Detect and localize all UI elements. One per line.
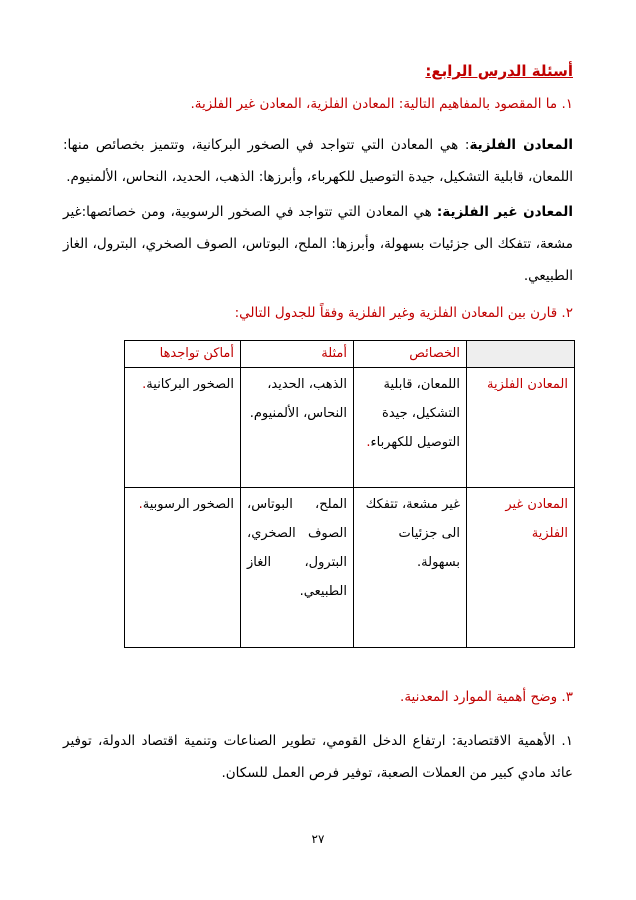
- cell-properties-metallic: [354, 368, 467, 488]
- row-label-nonmetallic: المعادن غير الفلزية: [467, 488, 575, 648]
- question-3: ٣. وضح أهمية الموارد المعدنية.: [400, 689, 573, 705]
- cell-locations-metallic-period: .: [142, 377, 147, 392]
- answer-metallic-minerals: [63, 129, 573, 193]
- cell-properties-metallic-period: .: [366, 435, 371, 450]
- table-row: [125, 488, 575, 648]
- cell-examples-metallic: الذهب، الحديد، النحاس، الألمنيوم.: [241, 368, 354, 488]
- lesson-questions-heading: أسئلة الدرس الرابع:: [425, 62, 573, 80]
- comparison-table: [124, 340, 575, 648]
- row-label-metallic: المعادن الفلزية: [467, 368, 575, 488]
- question-1: ١. ما المقصود بالمفاهيم التالية: المعادن الفلزية، المعادن غير الفلزية.: [190, 96, 573, 112]
- header-examples: أمثلة: [241, 341, 354, 368]
- page-number: ٢٧: [311, 832, 325, 846]
- cell-properties-metallic-text: اللمعان، قابلية التشكيل، جيدة التوصيل للكهرباء: [370, 377, 460, 450]
- cell-properties-nonmetallic-text: غير مشعة، تتفكك الى جزئيات بسهولة.: [365, 497, 460, 570]
- definition-nonmetallic: هي المعادن التي تتواجد في الصخور الرسوبية، ومن خصائصها:غير مشعة، تتفكك الى جزئيات بسهولة، وأبرزها: الملح، البوتاس، الصوف الصخري، البترول، الغاز الطبيعي.: [63, 204, 573, 284]
- answer-nonmetallic-minerals: [63, 196, 573, 292]
- cell-locations-metallic-text: الصخور البركانية: [146, 377, 234, 392]
- table-header-row: [125, 341, 575, 368]
- question-2: ٢. قارن بين المعادن الفلزية وغير الفلزية وفقاً للجدول التالي:: [234, 305, 573, 321]
- cell-properties-nonmetallic: [354, 488, 467, 648]
- definition-metallic: : هي المعادن التي تتواجد في الصخور البركانية، وتتميز بخصائص منها: اللمعان، قابلية التشكيل، جيدة التوصيل للكهرباء، وأبرزها: الذهب، الحديد، النحاس، الألمنيوم.: [63, 137, 573, 185]
- answer-economic-importance: ١. الأهمية الاقتصادية: ارتفاع الدخل القومي، تطوير الصناعات وتنمية اقتصاد الدولة، توفير عائد مادي كبير من العملات الصعبة، توفير فرص العمل للسكان.: [63, 733, 573, 781]
- term-nonmetallic: المعادن غير الفلزية:: [436, 204, 573, 220]
- header-properties: الخصائص: [354, 341, 467, 368]
- cell-locations-nonmetallic-text: الصخور الرسوبية: [142, 497, 234, 512]
- cell-locations-metallic: [125, 368, 241, 488]
- table-corner-cell: [467, 341, 575, 368]
- cell-locations-nonmetallic-period: .: [138, 497, 143, 512]
- cell-locations-nonmetallic: [125, 488, 241, 648]
- table-row: [125, 368, 575, 488]
- cell-examples-nonmetallic: الملح، البوتاس، الصوف الصخري، البترول، الغاز الطبيعي.: [241, 488, 354, 648]
- header-locations: أماكن تواجدها: [125, 341, 241, 368]
- term-metallic: المعادن الفلزية: [469, 137, 573, 153]
